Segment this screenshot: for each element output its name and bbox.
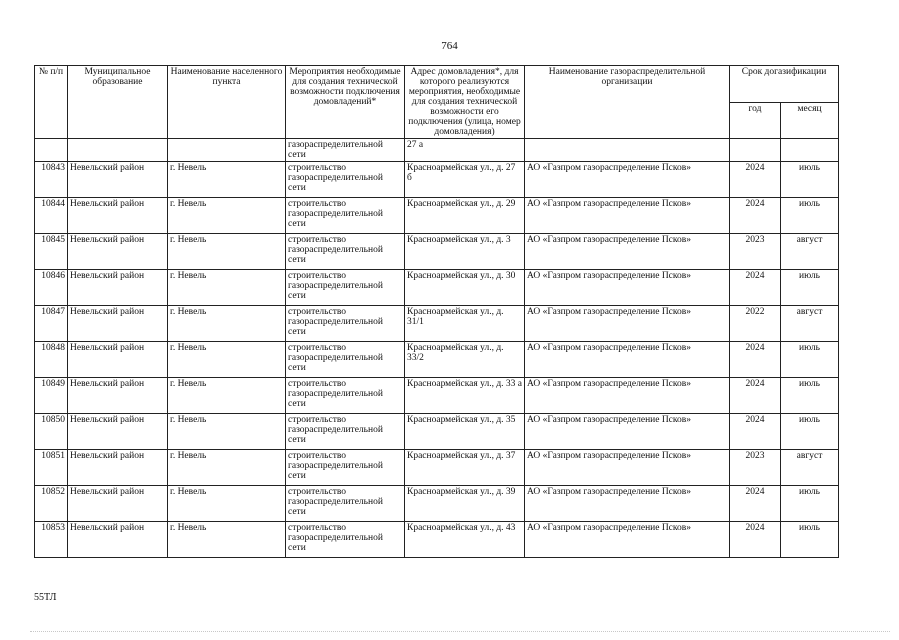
header-year: год — [730, 102, 781, 139]
cell-organization: АО «Газпром газораспределение Псков» — [525, 234, 730, 270]
header-month: месяц — [781, 102, 839, 139]
cell-month: июль — [781, 198, 839, 234]
cont-num — [35, 139, 68, 162]
scan-artifact-line — [30, 631, 890, 633]
cell-year: 2024 — [730, 414, 781, 450]
cell-address: Красноармейская ул., д. 39 — [405, 486, 525, 522]
header-address: Адрес домовладения*, для которого реализуются мероприятия, необходимые для создания технической возможности его подключения (улица, номер домовладения) — [405, 66, 525, 139]
cell-address: Красноармейская ул., д. 29 — [405, 198, 525, 234]
cell-settlement: г. Невель — [168, 486, 286, 522]
cont-municipality — [68, 139, 168, 162]
cell-year: 2024 — [730, 486, 781, 522]
header-organization: Наименование газораспределительной организации — [525, 66, 730, 139]
cell-settlement: г. Невель — [168, 234, 286, 270]
cell-municipality: Невельский район — [68, 342, 168, 378]
table-row — [35, 486, 839, 522]
table-row — [35, 414, 839, 450]
cell-year: 2022 — [730, 306, 781, 342]
cont-settlement — [168, 139, 286, 162]
cell-settlement: г. Невель — [168, 306, 286, 342]
table-row — [35, 270, 839, 306]
cell-measure: строительство газораспределительной сети — [286, 486, 405, 522]
cell-address: Красноармейская ул., д. 37 — [405, 450, 525, 486]
cell-address: Красноармейская ул., д. 27 б — [405, 162, 525, 198]
cell-settlement: г. Невель — [168, 342, 286, 378]
cell-address: Красноармейская ул., д. 30 — [405, 270, 525, 306]
cell-organization: АО «Газпром газораспределение Псков» — [525, 270, 730, 306]
cell-num: 10848 — [35, 342, 68, 378]
cont-month — [781, 139, 839, 162]
cell-municipality: Невельский район — [68, 378, 168, 414]
header-measures: Мероприятия необходимые для создания технической возможности подключения домовладений* — [286, 66, 405, 139]
cell-num: 10853 — [35, 522, 68, 558]
cell-settlement: г. Невель — [168, 414, 286, 450]
cell-organization: АО «Газпром газораспределение Псков» — [525, 306, 730, 342]
cell-measure: строительство газораспределительной сети — [286, 234, 405, 270]
cell-organization: АО «Газпром газораспределение Псков» — [525, 414, 730, 450]
cont-year — [730, 139, 781, 162]
cont-organization — [525, 139, 730, 162]
table-row — [35, 198, 839, 234]
header-row-1 — [35, 66, 839, 103]
cell-address: Красноармейская ул., д. 33 а — [405, 378, 525, 414]
cell-organization: АО «Газпром газораспределение Псков» — [525, 342, 730, 378]
cell-year: 2024 — [730, 378, 781, 414]
cell-settlement: г. Невель — [168, 198, 286, 234]
cell-num: 10845 — [35, 234, 68, 270]
cell-month: июль — [781, 414, 839, 450]
cell-num: 10851 — [35, 450, 68, 486]
cell-settlement: г. Невель — [168, 450, 286, 486]
table-row — [35, 162, 839, 198]
cell-year: 2024 — [730, 198, 781, 234]
gasification-table — [34, 65, 839, 558]
cell-num: 10843 — [35, 162, 68, 198]
cont-address: 27 а — [405, 139, 525, 162]
cell-measure: строительство газораспределительной сети — [286, 342, 405, 378]
cell-measure: строительство газораспределительной сети — [286, 414, 405, 450]
cell-organization: АО «Газпром газораспределение Псков» — [525, 450, 730, 486]
cell-organization: АО «Газпром газораспределение Псков» — [525, 162, 730, 198]
header-deadline: Срок догазификации — [730, 66, 839, 103]
cell-organization: АО «Газпром газораспределение Псков» — [525, 198, 730, 234]
cell-settlement: г. Невель — [168, 378, 286, 414]
cell-address: Красноармейская ул., д. 31/1 — [405, 306, 525, 342]
cell-municipality: Невельский район — [68, 270, 168, 306]
cell-address: Красноармейская ул., д. 43 — [405, 522, 525, 558]
cell-year: 2023 — [730, 234, 781, 270]
cell-municipality: Невельский район — [68, 450, 168, 486]
cell-year: 2024 — [730, 162, 781, 198]
cell-address: Красноармейская ул., д. 3 — [405, 234, 525, 270]
cell-year: 2024 — [730, 522, 781, 558]
cell-month: июль — [781, 342, 839, 378]
header-num: № п/п — [35, 66, 68, 139]
cell-month: август — [781, 306, 839, 342]
cell-num: 10852 — [35, 486, 68, 522]
header-settlement: Наименование населенного пункта — [168, 66, 286, 139]
table-row — [35, 378, 839, 414]
table-row — [35, 342, 839, 378]
cell-year: 2024 — [730, 270, 781, 306]
cell-organization: АО «Газпром газораспределение Псков» — [525, 522, 730, 558]
cell-month: июль — [781, 162, 839, 198]
table-row — [35, 522, 839, 558]
cell-settlement: г. Невель — [168, 270, 286, 306]
cell-measure: строительство газораспределительной сети — [286, 162, 405, 198]
cell-num: 10849 — [35, 378, 68, 414]
cell-num: 10850 — [35, 414, 68, 450]
cell-measure: строительство газораспределительной сети — [286, 450, 405, 486]
cell-organization: АО «Газпром газораспределение Псков» — [525, 486, 730, 522]
page-number: 764 — [441, 40, 458, 52]
cell-month: июль — [781, 486, 839, 522]
cell-year: 2023 — [730, 450, 781, 486]
cell-municipality: Невельский район — [68, 414, 168, 450]
cell-municipality: Невельский район — [68, 306, 168, 342]
footer-code: 55ТЛ — [34, 592, 57, 603]
cell-address: Красноармейская ул., д. 33/2 — [405, 342, 525, 378]
cell-month: август — [781, 450, 839, 486]
cell-num: 10846 — [35, 270, 68, 306]
cell-organization: АО «Газпром газораспределение Псков» — [525, 378, 730, 414]
cell-municipality: Невельский район — [68, 198, 168, 234]
cell-num: 10844 — [35, 198, 68, 234]
cell-municipality: Невельский район — [68, 234, 168, 270]
cell-municipality: Невельский район — [68, 162, 168, 198]
continuation-row — [35, 139, 839, 162]
cell-year: 2024 — [730, 342, 781, 378]
cell-num: 10847 — [35, 306, 68, 342]
table-row — [35, 306, 839, 342]
cell-measure: строительство газораспределительной сети — [286, 306, 405, 342]
cell-municipality: Невельский район — [68, 486, 168, 522]
cell-municipality: Невельский район — [68, 522, 168, 558]
cell-settlement: г. Невель — [168, 522, 286, 558]
cell-settlement: г. Невель — [168, 162, 286, 198]
cell-measure: строительство газораспределительной сети — [286, 378, 405, 414]
cell-measure: строительство газораспределительной сети — [286, 198, 405, 234]
cell-month: июль — [781, 270, 839, 306]
cell-month: июль — [781, 522, 839, 558]
cell-measure: строительство газораспределительной сети — [286, 270, 405, 306]
cell-measure: строительство газораспределительной сети — [286, 522, 405, 558]
table-row — [35, 450, 839, 486]
cell-month: июль — [781, 378, 839, 414]
table-row — [35, 234, 839, 270]
cell-month: август — [781, 234, 839, 270]
header-municipality: Муниципальное образование — [68, 66, 168, 139]
cont-measure: газораспределительной сети — [286, 139, 405, 162]
cell-address: Красноармейская ул., д. 35 — [405, 414, 525, 450]
